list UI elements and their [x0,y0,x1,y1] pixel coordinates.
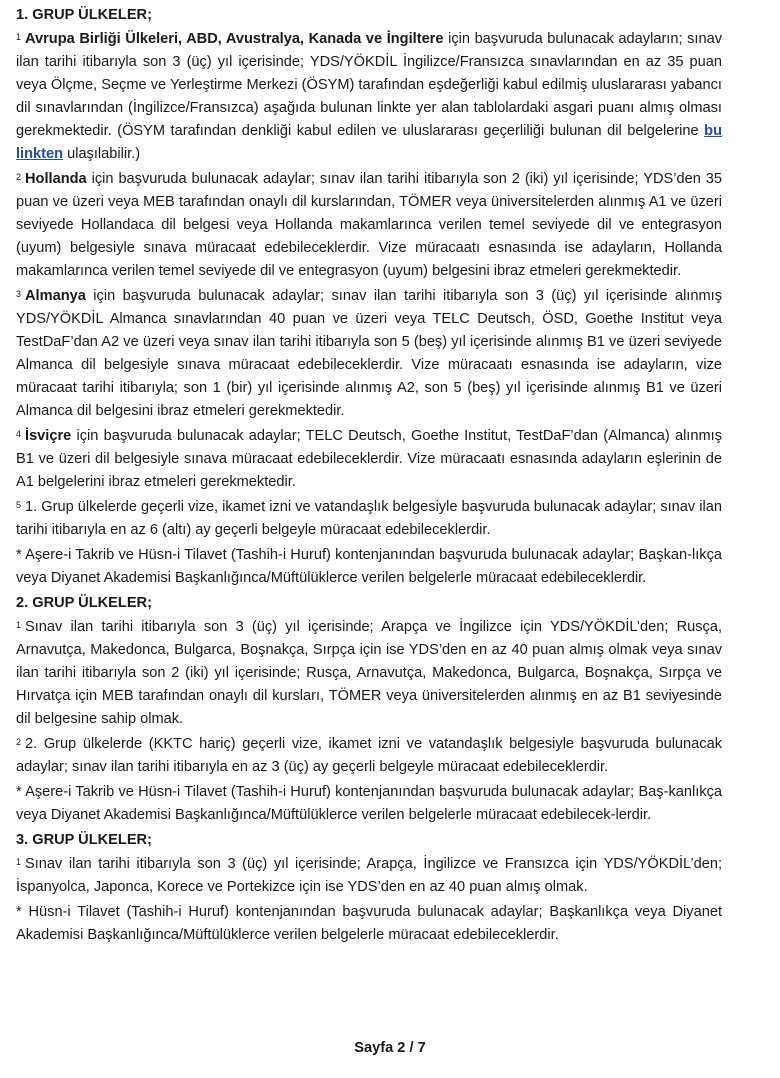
group2-paragraph-2 [16,733,722,779]
footnote-marker: 2 [16,737,22,747]
paragraph-text: için başvuruda bulunacak adayların; sınav ilan tarihi itibarıyla son 3 (üç) yıl içerisinde; YDS/YÖKDİL İngilizce/Fransızca sınavlarından en az 35 puan veya Ölçme, Seçme ve Yerleştirme Merkezi (ÖSYM) tarafından eşdeğerliği kabul edilmiş uluslararası yabancı dil sınavlarından (İngilizce/Fransızca) aşağıda bulunan linkte yer alan tablolardaki asgari puanı almış olması gerekmektedir. (ÖSYM tarafından denkliği kabul edilen ve uluslararası geçerliliği bulunan dil belgelerine [16,31,723,139]
footnote-marker: 3 [16,289,22,299]
country-list: Avrupa Birliği Ülkeleri, ABD, Avustralya, Kanada ve İngiltere [25,31,444,47]
group1-paragraph-1 [16,28,722,166]
group3-paragraph-1 [16,853,722,899]
group1-paragraph-3 [16,285,722,423]
footnote-marker: 1 [16,857,22,867]
paragraph-text: için başvuruda bulunacak adaylar; sınav ilan tarihi itibarıyla son 3 (üç) yıl içerisinde alınmış YDS/YÖKDİL Almanca sınavlarından 40 puan ve üzeri veya TELC Deutsch, ÖSD, Goethe Institut veya TestDaF’dan A2 ve üzeri veya sınav ilan tarihi itibarıyla son 5 (beş) yıl içerisinde alınmış B1 ve üzeri seviyede Almanca dil belgesiyle sınava müracaat edebileceklerdir. Vize müracaatı esnasında ise adayların, vize müracaat tarihi itibarıyla; son 1 (bir) yıl içerisinde alınmış A2, son 5 (beş) yıl içerisinde alınmış B1 ve üzeri Almanca dil belgesini ibraz etmeleri gerekmektedir. [16,288,722,419]
page-number: Sayfa 2 / 7 [354,1040,426,1056]
paragraph-text: 2. Grup ülkelerde (KKTC hariç) geçerli vize, ikamet izni ve vatandaşlık belgesiyle başvuruda bulunacak adaylar; sınav ilan tarihi itibarıyla en az 3 (üç) ay geçerli belgeyle müracaat edebileceklerdir. [16,736,722,775]
paragraph-text: için başvuruda bulunacak adaylar; sınav ilan tarihi itibarıyla son 2 (iki) yıl içerisinde; YDS’den 35 puan ve üzeri veya MEB tarafından onaylı dil kurslarından, TÖMER veya üniversitelerden alınmış A1 ve üzeri seviyede Hollandaca dil belgesi veya Hollanda makamlarınca verilen temel seviyede dil ve entegrasyon (uyum) belgesiyle sınava müracaat edebileceklerdir. Vize müracaatı esnasında ise adayların, Hollanda makamlarınca verilen temel seviyede dil ve entegrasyon (uyum) belgesini ibraz etmeleri gerekmektedir. [16,171,722,279]
group1-heading: 1. GRUP ÜLKELER; [16,7,152,23]
group2-note: * Aşere-i Takrib ve Hüsn-i Tilavet (Tashih-i Huruf) kontenjanından başvuruda bulunacak adaylar; Baş-kanlıkça veya Diyanet Akademisi Başkanlığınca/Müftülüklerce verilen belgelerle müracaat edebilecek-lerdir. [16,784,722,823]
country-switzerland: İsviçre [25,428,72,444]
footnote-marker: 1 [16,32,22,42]
country-germany: Almanya [25,288,86,304]
paragraph-text: Sınav ilan tarihi itibarıyla son 3 (üç) yıl içerisinde; Arapça ve İngilizce için YDS/YÖKDİL’den; Rusça, Arnavutça, Makedonca, Bulgarca, Boşnakça, Sırpça için ise YDS’den en az 40 puan almış olmak veya sınav ilan tarihi itibarıyla son 2 (iki) yıl içerisinde; Rusça, Arnavutça, Makedonca, Bulgarca, Boşnakça, Sırpça ve Hırvatça için MEB tarafından onaylı dil kursları, TÖMER veya üniversitelerden alınmış en az B1 seviyesinde dil belgesine sahip olmak. [16,619,722,727]
group3-heading: 3. GRUP ÜLKELER; [16,832,152,848]
group1-paragraph-2 [16,168,722,283]
group1-note: * Aşere-i Takrib ve Hüsn-i Tilavet (Tashih-i Huruf) kontenjanından başvuruda bulunacak adaylar; Başkan-lıkça veya Diyanet Akademisi Başkanlığınca/Müftülüklerce verilen belgelerle müracaat edebileceklerdir. [16,547,722,586]
paragraph-text: Sınav ilan tarihi itibarıyla son 3 (üç) yıl içerisinde; Arapça, İngilizce ve Fransızca için YDS/YÖKDİL’den; İspanyolca, Japonca, Korece ve Portekizce için ise YDS’den en az 40 puan almış olmak. [16,856,722,895]
group1-paragraph-5 [16,496,722,542]
footnote-marker: 4 [16,429,22,439]
group1-paragraph-4 [16,425,722,494]
country-netherlands: Hollanda [25,171,87,187]
language-certificates-link[interactable]: bu linkten [16,123,722,162]
paragraph-text: için başvuruda bulunacak adaylar; TELC Deutsch, Goethe Institut, TestDaF’dan (Almanca) alınmış B1 ve üzeri dil belgesiyle sınava müracaat edebileceklerdir. Vize müracaatı esnasında adayların eşlerinin de A1 belgelerini ibraz etmeleri gerekmektedir. [16,428,722,490]
footnote-marker: 2 [16,172,22,182]
footnote-marker: 1 [16,620,22,630]
paragraph-text: 1. Grup ülkelerde geçerli vize, ikamet izni ve vatandaşlık belgesiyle başvuruda bulunacak adaylar; sınav ilan tarihi itibarıyla en az 6 (altı) ay geçerli belgeyle müracaat edebileceklerdir. [16,499,722,538]
document-page [16,4,722,949]
group3-note: * Hüsn-i Tilavet (Tashih-i Huruf) kontenjanından başvuruda bulunacak adaylar; Başkanlıkça veya Diyanet Akademisi Başkanlığınca/Müftülüklerce verilen belgelerle müracaat edebileceklerdir. [16,904,722,943]
footnote-marker: 5 [16,500,22,510]
group2-heading: 2. GRUP ÜLKELER; [16,595,152,611]
group2-paragraph-1 [16,616,722,731]
paragraph-text-end: ulaşılabilir.) [63,146,141,162]
